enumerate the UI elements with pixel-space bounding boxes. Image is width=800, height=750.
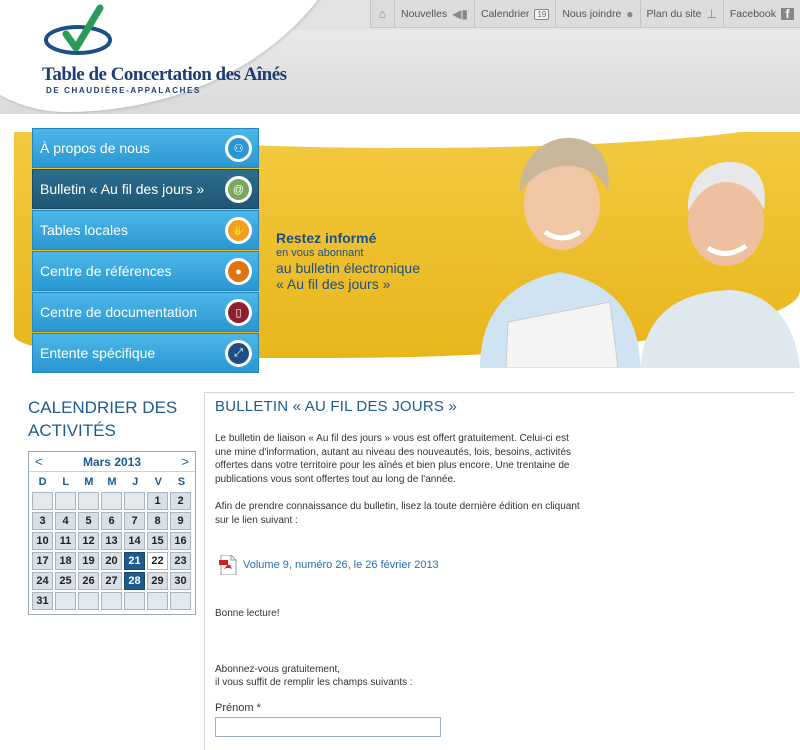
subscribe-line-2: il vous suffit de remplir les champs suivants : — [215, 677, 413, 688]
weekday-label: L — [62, 476, 70, 488]
weekday-label: M — [84, 476, 94, 488]
calendar-day[interactable]: 11 — [55, 532, 76, 550]
calendar-link[interactable] — [474, 0, 555, 28]
main-content — [204, 392, 794, 750]
home-icon: ⌂ — [378, 7, 387, 21]
calendar-day[interactable]: 12 — [78, 532, 99, 550]
calendar-day[interactable]: 17 — [32, 552, 53, 570]
calendar-grid — [29, 490, 195, 614]
sitemap-link[interactable] — [640, 0, 723, 28]
calendar-day[interactable]: 22 — [147, 552, 168, 570]
calendar-weekdays — [29, 472, 195, 490]
logo-title[interactable]: Table de Concertation des Aînés — [42, 64, 287, 85]
facebook-label: Facebook — [729, 8, 776, 20]
top-links — [370, 0, 800, 28]
nav-item-label: Entente spécifique — [40, 345, 156, 361]
calendar-empty-cell — [55, 492, 76, 510]
calendar-day[interactable]: 26 — [78, 572, 99, 590]
calendar-day[interactable]: 10 — [32, 532, 53, 550]
promo-line-2: en vous abonnant — [276, 247, 364, 259]
promo-line-4: « Au fil des jours » — [276, 276, 391, 292]
pdf-link[interactable]: Volume 9, numéro 26, le 26 février 2013 — [243, 559, 439, 571]
calendar-empty-cell — [170, 592, 191, 610]
first-name-input[interactable] — [215, 717, 441, 737]
promo-line-3: au bulletin électronique — [276, 260, 420, 276]
weekday-label: V — [154, 476, 162, 488]
calendar-label: Calendrier — [480, 8, 530, 20]
nav-item-label: Centre de références — [40, 263, 172, 279]
calendar-day[interactable]: 19 — [78, 552, 99, 570]
weekday-label: S — [177, 476, 186, 488]
calendar-day[interactable]: 15 — [147, 532, 168, 550]
calendar-empty-cell — [78, 492, 99, 510]
subscribe-intro — [215, 663, 587, 690]
next-month-button[interactable]: > — [181, 454, 189, 469]
calendar-empty-cell — [32, 492, 53, 510]
calendar-day[interactable]: 21 — [124, 552, 145, 570]
nav-item-label: Centre de documentation — [40, 304, 198, 320]
calendar-day[interactable]: 23 — [170, 552, 191, 570]
calendar-empty-cell — [124, 492, 145, 510]
calendar-day[interactable]: 29 — [147, 572, 168, 590]
calendar-title: CALENDRIER DES ACTIVITÉS — [28, 398, 178, 440]
calendar-day[interactable]: 13 — [101, 532, 122, 550]
intro-paragraph: Le bulletin de liaison « Au fil des jours » vous est offert gratuitement. Celui-ci est une mine d'information, autant au niveau des nouveautés, lois, besoins, activités offertes dans votre territoire pour les aînés et bien plus encore. Une trentaine de publications vous sont offertes tout au long de l'année. — [215, 433, 572, 485]
prev-month-button[interactable]: < — [35, 454, 43, 469]
lightbulb-icon: ● — [225, 258, 252, 285]
hands-icon: ✋ — [225, 217, 252, 244]
closing-text: Bonne lecture! — [215, 608, 280, 619]
nav-item-about[interactable] — [32, 128, 259, 168]
nav-item-documentation[interactable] — [32, 292, 259, 332]
calendar-day[interactable]: 27 — [101, 572, 122, 590]
main-nav — [32, 128, 259, 374]
logo-check-icon[interactable] — [42, 4, 112, 62]
calendar-month: Mars 2013 — [82, 454, 142, 469]
document-icon: ▯ — [225, 299, 252, 326]
calendar-day[interactable]: 20 — [101, 552, 122, 570]
calendar-day[interactable]: 25 — [55, 572, 76, 590]
nav-item-agreement[interactable] — [32, 333, 259, 373]
nav-item-label: Tables locales — [40, 222, 128, 238]
promo-heading: Restez informé — [276, 230, 377, 246]
home-link[interactable] — [370, 0, 394, 28]
calendar-empty-cell — [101, 492, 122, 510]
promo-text — [276, 230, 420, 292]
calendar-day[interactable]: 1 — [147, 492, 168, 510]
news-link[interactable] — [394, 0, 474, 28]
subscribe-line-1: Abonnez-vous gratuitement, — [215, 663, 341, 675]
calendar-empty-cell — [147, 592, 168, 610]
calendar-header — [29, 452, 195, 472]
calendar-day[interactable]: 24 — [32, 572, 53, 590]
calendar-day[interactable]: 14 — [124, 532, 145, 550]
calendar-day[interactable]: 28 — [124, 572, 145, 590]
calendar-day[interactable]: 31 — [32, 592, 53, 610]
people-icon: ⚇ — [225, 135, 252, 162]
nav-item-local-tables[interactable] — [32, 210, 259, 250]
calendar-day[interactable]: 4 — [55, 512, 76, 530]
seniors-photo — [450, 122, 800, 368]
calendar-day[interactable]: 30 — [170, 572, 191, 590]
calendar-widget — [28, 451, 196, 615]
calendar-day[interactable]: 5 — [78, 512, 99, 530]
calendar-day[interactable]: 8 — [147, 512, 168, 530]
calendar-icon: 19 — [534, 9, 549, 20]
nav-item-bulletin[interactable] — [32, 169, 259, 209]
logo-subtitle: DE CHAUDIÈRE-APPALACHES — [46, 86, 201, 95]
instruction-paragraph: Afin de prendre connaissance du bulletin, lisez la toute dernière édition en cliquant sur le lien suivant : — [215, 501, 580, 526]
newsletter-icon: @ — [225, 176, 252, 203]
weekday-label: M — [107, 476, 117, 488]
megaphone-icon: ◀▮ — [452, 7, 468, 21]
pdf-icon — [219, 555, 237, 575]
sitemap-icon: ⊥ — [706, 7, 717, 21]
weekday-label: J — [132, 476, 139, 488]
calendar-day[interactable]: 2 — [170, 492, 191, 510]
calendar-day[interactable]: 3 — [32, 512, 53, 530]
calendar-empty-cell — [101, 592, 122, 610]
nav-item-references[interactable] — [32, 251, 259, 291]
weekday-label: D — [38, 476, 47, 488]
calendar-day[interactable]: 18 — [55, 552, 76, 570]
facebook-link[interactable] — [723, 0, 800, 28]
calendar-empty-cell — [78, 592, 99, 610]
calendar-day[interactable]: 6 — [101, 512, 122, 530]
nav-item-label: Bulletin « Au fil des jours » — [40, 181, 205, 197]
calendar-empty-cell — [55, 592, 76, 610]
handshake-icon: ⤢ — [225, 340, 252, 367]
facebook-icon: f — [781, 8, 794, 20]
first-name-label: Prénom * — [215, 701, 261, 714]
calendar-day[interactable]: 7 — [124, 512, 145, 530]
calendar-day[interactable]: 16 — [170, 532, 191, 550]
calendar-empty-cell — [124, 592, 145, 610]
calendar-day[interactable]: 9 — [170, 512, 191, 530]
contact-label: Nous joindre — [562, 8, 622, 20]
map-pin-icon: ● — [626, 7, 634, 21]
contact-link[interactable] — [555, 0, 639, 28]
sitemap-label: Plan du site — [646, 8, 702, 20]
nav-item-label: À propos de nous — [40, 140, 150, 156]
page-title: BULLETIN « AU FIL DES JOURS » — [215, 398, 457, 415]
pdf-download[interactable] — [219, 555, 794, 575]
news-label: Nouvelles — [401, 8, 448, 20]
